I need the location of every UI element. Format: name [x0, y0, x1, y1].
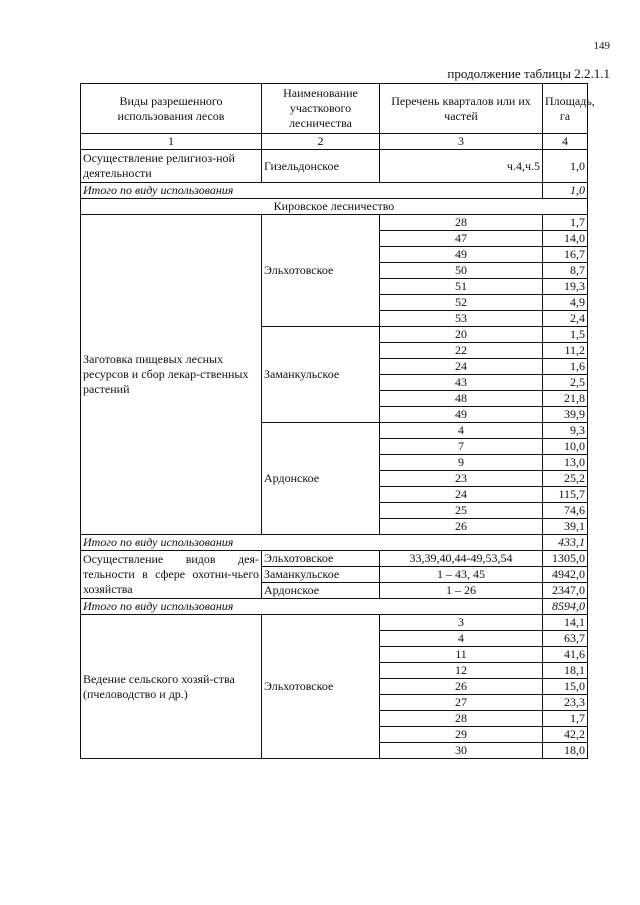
- area-cell: 1,7: [543, 215, 588, 231]
- area-cell: 9,3: [543, 423, 588, 439]
- area-cell: 4942,0: [543, 567, 588, 583]
- quarters-cell: 43: [380, 375, 543, 391]
- quarters-cell: 53: [380, 311, 543, 327]
- page-number: 149: [593, 40, 610, 52]
- area-cell: 16,7: [543, 247, 588, 263]
- quarters-cell: 28: [380, 215, 543, 231]
- quarters-cell: 20: [380, 327, 543, 343]
- quarters-cell: 27: [380, 695, 543, 711]
- category-cell: Заготовка пищевых лесных ресурсов и сбор лекар-ственных растений: [81, 215, 262, 535]
- quarters-cell: 52: [380, 295, 543, 311]
- quarters-cell: 29: [380, 727, 543, 743]
- total-label: Итого по виду использования: [81, 183, 262, 199]
- area-cell: 39,1: [543, 519, 588, 535]
- area-cell: 13,0: [543, 455, 588, 471]
- table-continuation-caption: продолжение таблицы 2.2.1.1: [447, 66, 610, 81]
- area-cell: 8,7: [543, 263, 588, 279]
- total-spacer: [262, 183, 543, 199]
- quarters-cell: 22: [380, 343, 543, 359]
- quarters-cell: 4: [380, 423, 543, 439]
- area-cell: 14,0: [543, 231, 588, 247]
- category-cell: Осуществление видов дея-тельности в сфере охотни-чьего хозяйства: [81, 551, 262, 599]
- header-quarters: Перечень кварталов или их частей: [380, 84, 543, 134]
- quarters-cell: 23: [380, 471, 543, 487]
- area-cell: 2347,0: [543, 583, 588, 599]
- forestry-cell: Эльхотовское: [262, 215, 380, 327]
- forestry-cell: Эльхотовское: [262, 551, 380, 567]
- quarters-cell: 1 – 43, 45: [380, 567, 543, 583]
- quarters-cell: 51: [380, 279, 543, 295]
- total-value: 433,1: [543, 535, 588, 551]
- area-cell: 1,0: [543, 150, 588, 183]
- quarters-cell: 47: [380, 231, 543, 247]
- area-cell: 2,5: [543, 375, 588, 391]
- area-cell: 63,7: [543, 631, 588, 647]
- area-cell: 10,0: [543, 439, 588, 455]
- quarters-cell: 26: [380, 679, 543, 695]
- header-use-type: Виды разрешенного использования лесов: [81, 84, 262, 134]
- quarters-cell: 4: [380, 631, 543, 647]
- column-number: 2: [262, 134, 380, 150]
- forestry-cell: Эльхотовское: [262, 615, 380, 759]
- forestry-section-title: Кировское лесничество: [81, 199, 588, 215]
- area-cell: 1,6: [543, 359, 588, 375]
- quarters-cell: 7: [380, 439, 543, 455]
- forestry-cell: Заманкульское: [262, 327, 380, 423]
- forestry-cell: Ардонское: [262, 583, 380, 599]
- area-cell: 1,5: [543, 327, 588, 343]
- area-cell: 18,0: [543, 743, 588, 759]
- total-value: 8594,0: [543, 599, 588, 615]
- area-cell: 42,2: [543, 727, 588, 743]
- quarters-cell: ч.4,ч.5: [380, 150, 543, 183]
- forestry-cell: Ардонское: [262, 423, 380, 535]
- area-cell: 21,8: [543, 391, 588, 407]
- total-value: 1,0: [543, 183, 588, 199]
- forestry-cell: Гизельдонское: [262, 150, 380, 183]
- category-cell: Ведение сельского хозяй-ства (пчеловодство и др.): [81, 615, 262, 759]
- column-number: 4: [543, 134, 588, 150]
- forestry-cell: Заманкульское: [262, 567, 380, 583]
- quarters-cell: 9: [380, 455, 543, 471]
- quarters-cell: 49: [380, 407, 543, 423]
- area-cell: 18,1: [543, 663, 588, 679]
- area-cell: 115,7: [543, 487, 588, 503]
- quarters-cell: 50: [380, 263, 543, 279]
- area-cell: 19,3: [543, 279, 588, 295]
- area-cell: 4,9: [543, 295, 588, 311]
- quarters-cell: 28: [380, 711, 543, 727]
- area-cell: 41,6: [543, 647, 588, 663]
- area-cell: 25,2: [543, 471, 588, 487]
- quarters-cell: 24: [380, 487, 543, 503]
- quarters-cell: 1 – 26: [380, 583, 543, 599]
- area-cell: 39,9: [543, 407, 588, 423]
- category-cell: Осуществление религиоз-ной деятельности: [81, 150, 262, 183]
- total-spacer: [262, 535, 543, 551]
- total-label: Итого по виду использования: [81, 599, 262, 615]
- area-cell: 1,7: [543, 711, 588, 727]
- forest-use-table: [80, 83, 595, 759]
- column-number: 3: [380, 134, 543, 150]
- header-forestry-name: Наименование участкового лесничества: [262, 84, 380, 134]
- area-cell: 11,2: [543, 343, 588, 359]
- area-cell: 1305,0: [543, 551, 588, 567]
- quarters-cell: 12: [380, 663, 543, 679]
- header-area: Площадь, га: [543, 84, 588, 134]
- quarters-cell: 48: [380, 391, 543, 407]
- quarters-cell: 25: [380, 503, 543, 519]
- area-cell: 2,4: [543, 311, 588, 327]
- column-number: 1: [81, 134, 262, 150]
- quarters-cell: 33,39,40,44-49,53,54: [380, 551, 543, 567]
- quarters-cell: 24: [380, 359, 543, 375]
- area-cell: 23,3: [543, 695, 588, 711]
- area-cell: 15,0: [543, 679, 588, 695]
- area-cell: 74,6: [543, 503, 588, 519]
- quarters-cell: 11: [380, 647, 543, 663]
- quarters-cell: 3: [380, 615, 543, 631]
- area-cell: 14,1: [543, 615, 588, 631]
- quarters-cell: 30: [380, 743, 543, 759]
- quarters-cell: 49: [380, 247, 543, 263]
- total-label: Итого по виду использования: [81, 535, 262, 551]
- quarters-cell: 26: [380, 519, 543, 535]
- total-spacer: [262, 599, 543, 615]
